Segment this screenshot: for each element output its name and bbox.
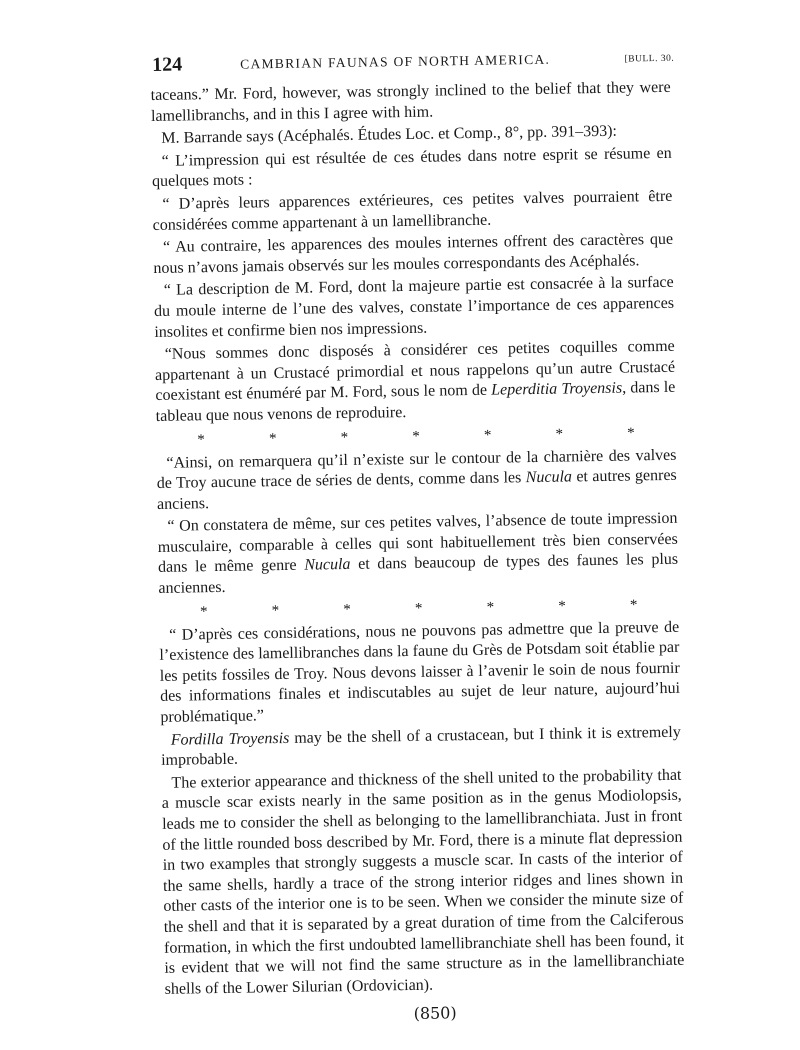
quote-paragraph: “ L’impression qui est résultée de ces études dans notre esprit se résume en quelques mots : (151, 144, 672, 191)
paragraph: The exterior appearance and thickness of the shell united to the probability that a muscle scar exists nearly in the same position as in the genus Modiolopsis, leads me to consider the shell as belonging to the lamellibranchiata. Just in front of the little rounded boss described by Mr. Ford, there is a minute flat depression in two examples that strongly suggests a muscle scar. In casts of the interior of the same shells, hardly a trace of the strong interior ridges and lines shown in other casts of the interior one is to be seen. When we consider the minute size of the shell and that it is separated by a great duration of time from the Calciferous formation, in which the first undoubted lamellibranchiate shell has been found, it is evident that we will not find the same structure as in the lamellibranchiate shells of the Lower Silurian (Ordovician). (161, 766, 685, 998)
taxon-name: Leperditia Troyensis (491, 379, 623, 399)
ellipsis-star: * (627, 424, 635, 442)
taxon-name: Fordilla Troyensis (170, 729, 290, 749)
ellipsis-star: * (271, 602, 280, 619)
text-run: et autres genres anciens. (156, 466, 677, 513)
page-body (151, 78, 685, 1000)
paragraph: M. Barrande says (Acéphalés. Études Loc. et Comp., 8°, pp. 391–393): (161, 122, 618, 148)
quote-paragraph: “ Au contraire, les apparences des moules internes offrent des caractères que nous n’avons jamais observés sur les moules correspondants des Acéphalés. (153, 230, 674, 277)
bulletin-reference: [BULL. 30. (624, 53, 675, 65)
text-run: et dans beaucoup de types des faunes les plus anciennes. (158, 551, 679, 597)
text-run: “ On constatera de même, sur ces petites valves, l’absence de toute impression musculaire, comparable à celles qui sont habituellement très bien conservées dans le même genre (157, 510, 678, 577)
paragraph (161, 722, 682, 771)
text-run: may be the shell of a crustacean, but I think it is extremely improbable. (160, 723, 681, 770)
ellipsis-star: * (343, 601, 351, 618)
ellipsis-star: * (483, 427, 492, 444)
text-run: “Ainsi, on remarquera qu’il n’existe sur le contour de la charnière des valves de Troy aucune trace de séries de dents, comme dans les (156, 446, 677, 493)
ellipsis-star: * (555, 426, 564, 443)
taxon-name: Nucula (525, 468, 573, 487)
quote-paragraph: “ D’après leurs apparences extérieures, ces petites valves pourraient être considérées comme appartenant à un lamellibranche. (152, 187, 673, 234)
ellipsis-star: * (268, 430, 277, 447)
book-page (150, 44, 685, 1024)
quote-paragraph (155, 337, 676, 428)
ellipsis-star: * (414, 600, 423, 617)
quote-paragraph (157, 509, 678, 600)
folio-number: (850) (413, 1003, 457, 1024)
running-title: CAMBRIAN FAUNAS OF NORTH AMERICA. (240, 51, 551, 72)
ellipsis-star: * (558, 598, 566, 615)
ellipsis-star: * (412, 428, 420, 445)
paragraph: taceans.” Mr. Ford, however, was strongly inclined to the belief that they were lamellibranchs, and in this I agree with him. (150, 78, 671, 125)
text-run: “Nous sommes donc disposés à considérer ces petites coquilles comme appartenant à un Crustacé primordial et nous rappelons qu’un autre Crustacé coexistant est énuméré par M. Ford, sous le nom de (154, 337, 676, 405)
taxon-name: Nucula (304, 556, 351, 575)
quote-paragraph: “ D’après ces considérations, nous ne pouvons pas admettre que la preuve de l’existence des lamellibranches dans la faune du Grès de Potsdam soit établie par les petits fossiles de Troy. Nous devons laisser à l’avenir le soin de nous fournir des informations finales et indiscutables au sujet de leur nature, aujourd’hui problématique.” (159, 618, 681, 726)
ellipsis-star: * (340, 429, 349, 446)
page-number: 124 (152, 53, 183, 76)
ellipsis-star: * (486, 599, 495, 616)
ellipsis-star: * (199, 603, 208, 620)
quote-paragraph: “ La description de M. Ford, dont la majeure partie est consacrée à la surface du moule interne de l’une des valves, constate l’importance de ces apparences insolites et confirme bien nos impressions. (153, 274, 675, 341)
ellipsis-star: * (629, 597, 638, 614)
quote-paragraph (156, 445, 677, 515)
text-run: , dans le tableau que nous venons de reproduire. (155, 379, 676, 425)
ellipsis-star: * (197, 431, 205, 448)
